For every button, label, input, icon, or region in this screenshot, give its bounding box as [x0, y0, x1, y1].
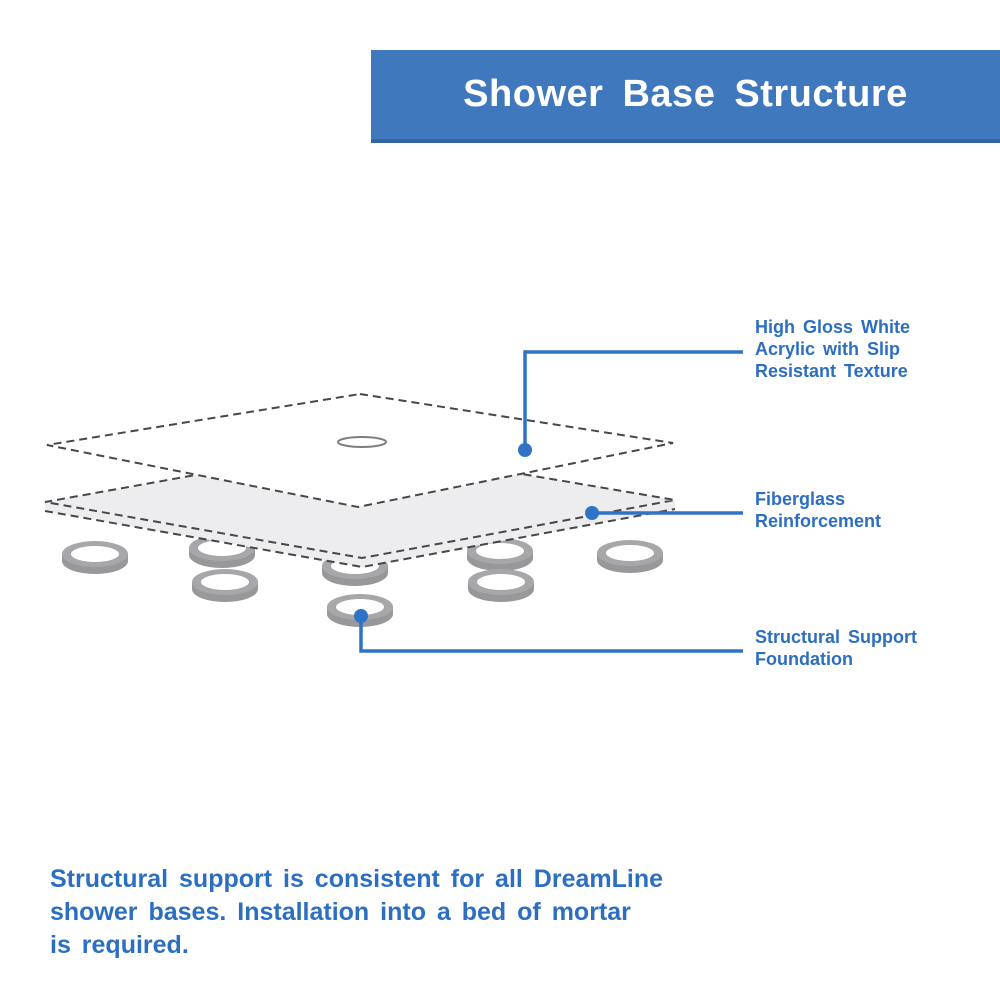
label-acrylic — [755, 316, 910, 382]
footer-line2: shower bases. Installation into a bed of mortar — [50, 898, 631, 926]
footer-note — [50, 863, 663, 962]
leader-line-foundation — [361, 616, 743, 651]
label-foundation-line1: Structural Support — [755, 627, 918, 647]
support-ring — [468, 569, 534, 602]
label-foundation — [755, 626, 917, 670]
label-acrylic-line2: Acrylic with Slip — [755, 339, 901, 359]
footer-line3: is required. — [50, 931, 189, 959]
label-fiberglass-line2: Reinforcement — [755, 511, 882, 531]
leader-dot-acrylic — [518, 443, 532, 457]
support-ring — [192, 569, 258, 602]
label-acrylic-line1: High Gloss White — [755, 317, 911, 337]
page-title: Shower Base Structure — [463, 73, 908, 115]
support-ring — [597, 540, 663, 573]
label-fiberglass — [755, 488, 881, 532]
support-ring — [62, 541, 128, 574]
footer-line1: Structural support is consistent for all DreamLine — [50, 865, 664, 893]
leader-dot-foundation — [354, 609, 368, 623]
drain-opening — [338, 437, 386, 447]
leader-dot-fiberglass — [585, 506, 599, 520]
label-acrylic-line3: Resistant Texture — [755, 361, 908, 381]
label-fiberglass-line1: Fiberglass — [755, 489, 846, 509]
label-foundation-line2: Foundation — [755, 649, 853, 669]
